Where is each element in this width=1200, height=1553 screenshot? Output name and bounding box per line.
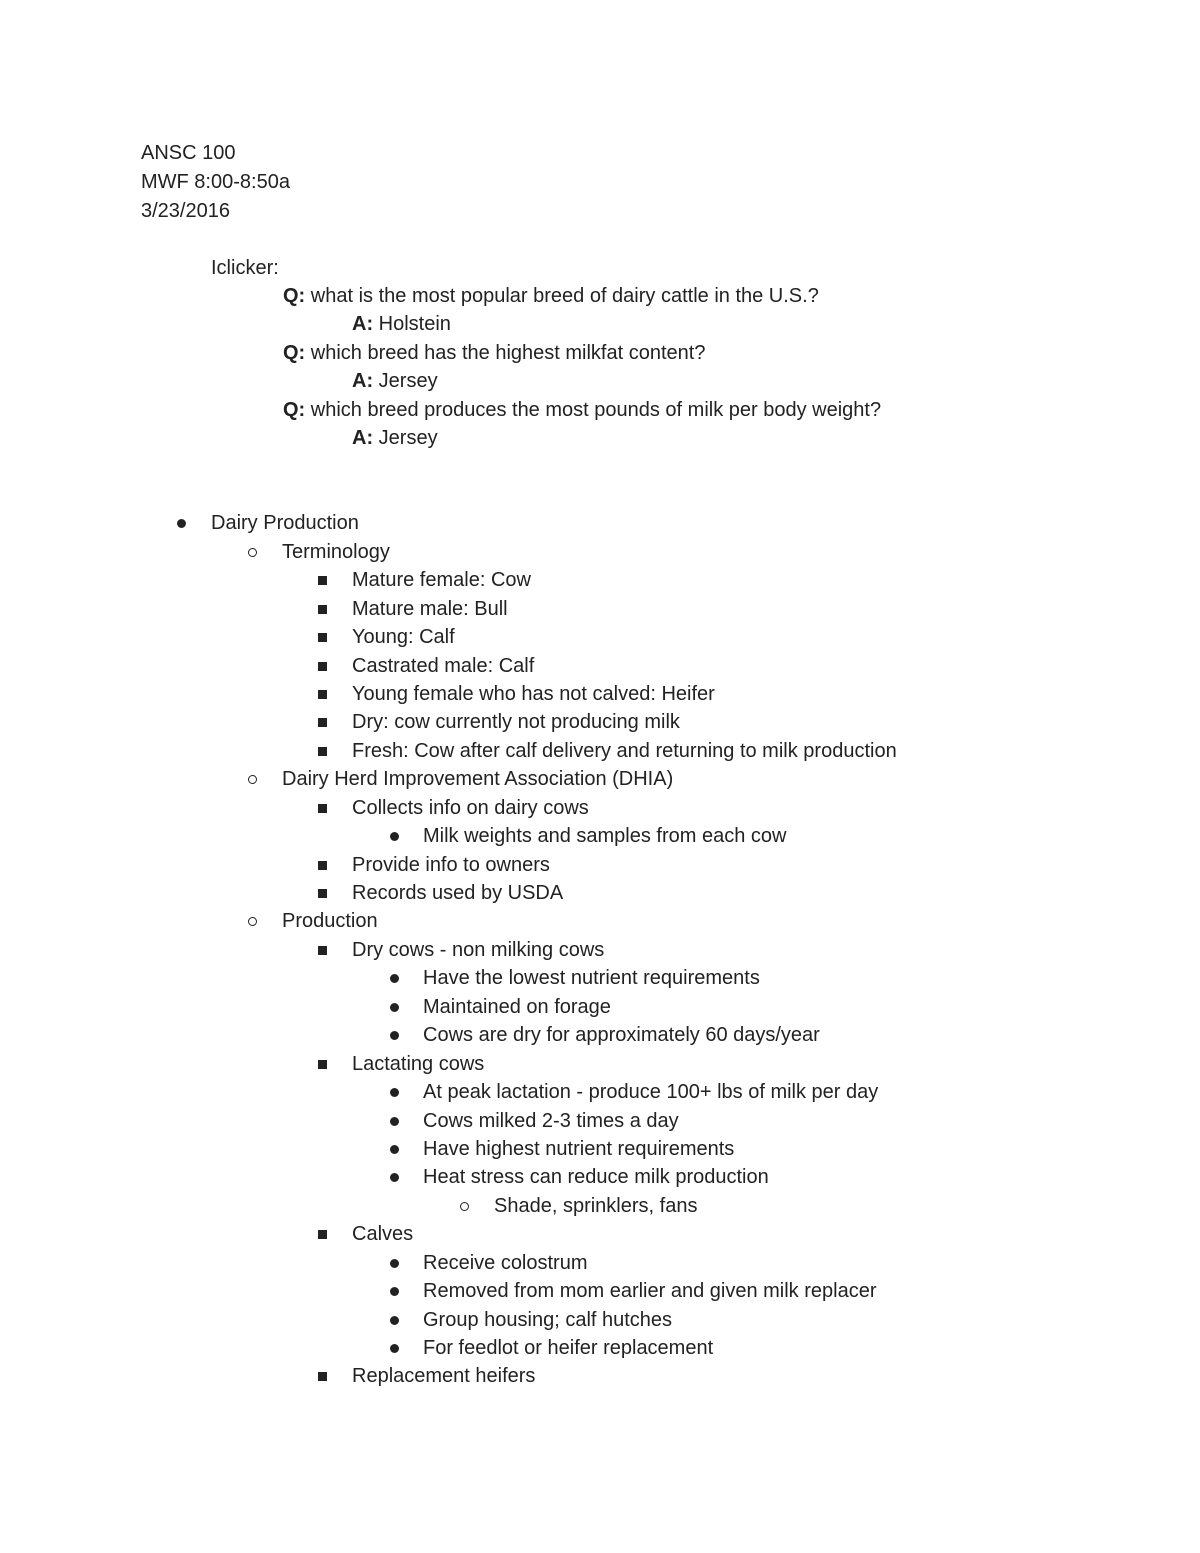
outline-item-label: Young female who has not calved: Heifer	[352, 683, 715, 705]
bullet-filled-circle-icon	[390, 1145, 399, 1154]
outline-item-label: Shade, sprinklers, fans	[494, 1195, 698, 1217]
question-prefix: Q:	[283, 342, 306, 364]
outline-item-label: Maintained on forage	[423, 996, 611, 1018]
outline-item-label: Lactating cows	[352, 1053, 485, 1075]
outline-item-label: Mature male: Bull	[352, 598, 508, 620]
bullet-square-icon	[318, 1230, 327, 1239]
answer-prefix: A:	[352, 370, 374, 392]
outline-item-label: Fresh: Cow after calf delivery and returning to milk production	[352, 740, 897, 762]
outline-item-label: Receive colostrum	[423, 1252, 588, 1274]
bullet-hollow-circle-icon	[248, 917, 257, 926]
bullet-filled-circle-icon	[390, 1316, 399, 1325]
outline-item-label: Dairy Herd Improvement Association (DHIA)	[282, 768, 674, 790]
outline-item-label: Production	[282, 910, 378, 932]
answer-text: Jersey	[373, 427, 438, 449]
bullet-square-icon	[318, 1372, 327, 1381]
bullet-square-icon	[318, 690, 327, 699]
answer-text: Holstein	[373, 313, 451, 335]
bullet-square-icon	[318, 861, 327, 870]
bullet-filled-circle-icon	[390, 1173, 399, 1182]
course-title: ANSC 100	[141, 142, 236, 164]
bullet-square-icon	[318, 718, 327, 727]
bullet-square-icon	[318, 946, 327, 955]
bullet-square-icon	[318, 662, 327, 671]
outline-item-label: Cows milked 2-3 times a day	[423, 1110, 679, 1132]
bullet-hollow-circle-icon	[460, 1202, 469, 1211]
bullet-filled-circle-icon	[390, 974, 399, 983]
outline-item-label: Removed from mom earlier and given milk replacer	[423, 1280, 877, 1302]
question-text: which breed produces the most pounds of milk per body weight?	[305, 399, 882, 421]
answer-prefix: A:	[352, 427, 374, 449]
question-text: what is the most popular breed of dairy cattle in the U.S.?	[305, 285, 819, 307]
bullet-square-icon	[318, 889, 327, 898]
answer-prefix: A:	[352, 313, 374, 335]
outline-item-label: Have highest nutrient requirements	[423, 1138, 735, 1160]
answer-text: Jersey	[373, 370, 438, 392]
question-prefix: Q:	[283, 285, 306, 307]
outline-item-label: Calves	[352, 1223, 414, 1245]
bullet-filled-circle-icon	[390, 1287, 399, 1296]
outline-item-label: Have the lowest nutrient requirements	[423, 967, 760, 989]
outline-item-label: Castrated male: Calf	[352, 655, 535, 677]
outline-item-label: At peak lactation - produce 100+ lbs of milk per day	[423, 1081, 879, 1103]
outline-item-label: Terminology	[282, 541, 390, 563]
outline-item-label: For feedlot or heifer replacement	[423, 1337, 714, 1359]
class-schedule: MWF 8:00-8:50a	[141, 171, 290, 193]
outline-item-label: Provide info to owners	[352, 854, 550, 876]
bullet-filled-circle-icon	[390, 1088, 399, 1097]
bullet-square-icon	[318, 605, 327, 614]
outline-item-label: Young: Calf	[352, 626, 455, 648]
bullet-filled-circle-icon	[390, 1344, 399, 1353]
question-prefix: Q:	[283, 399, 306, 421]
iclicker-heading: Iclicker:	[211, 257, 279, 279]
bullet-square-icon	[318, 747, 327, 756]
bullet-hollow-circle-icon	[248, 775, 257, 784]
outline-item-label: Collects info on dairy cows	[352, 797, 589, 819]
outline-item-label: Group housing; calf hutches	[423, 1309, 673, 1331]
bullet-filled-circle-icon	[390, 1117, 399, 1126]
bullet-square-icon	[318, 1060, 327, 1069]
outline-item-label: Records used by USDA	[352, 882, 564, 904]
bullet-filled-circle-icon	[390, 832, 399, 841]
outline-item-label: Milk weights and samples from each cow	[423, 825, 787, 847]
question-text: which breed has the highest milkfat content?	[305, 342, 706, 364]
outline-item-label: Heat stress can reduce milk production	[423, 1166, 769, 1188]
bullet-filled-circle-icon	[177, 519, 186, 528]
outline-item-label: Cows are dry for approximately 60 days/year	[423, 1024, 820, 1046]
bullet-filled-circle-icon	[390, 1003, 399, 1012]
bullet-filled-circle-icon	[390, 1259, 399, 1268]
outline-item-label: Dry: cow currently not producing milk	[352, 711, 680, 733]
outline-item-label: Dry cows - non milking cows	[352, 939, 605, 961]
bullet-filled-circle-icon	[390, 1031, 399, 1040]
lecture-date: 3/23/2016	[141, 200, 230, 222]
outline-item-label: Mature female: Cow	[352, 569, 531, 591]
bullet-hollow-circle-icon	[248, 548, 257, 557]
bullet-square-icon	[318, 804, 327, 813]
bullet-square-icon	[318, 576, 327, 585]
bullet-square-icon	[318, 633, 327, 642]
outline-item-label: Replacement heifers	[352, 1365, 536, 1387]
outline-item-label: Dairy Production	[211, 512, 359, 534]
